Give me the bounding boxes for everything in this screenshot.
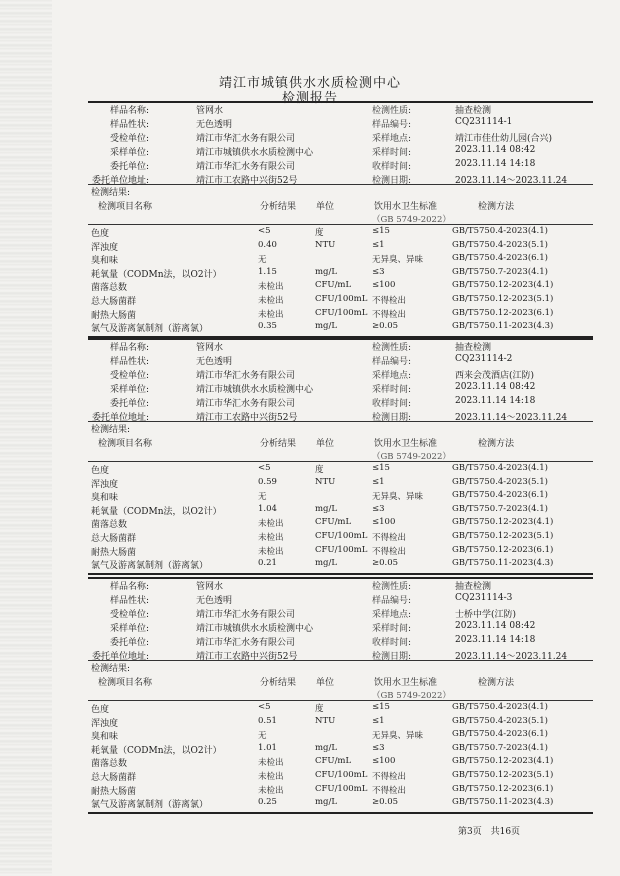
info-value: 管网水 (196, 582, 224, 592)
info-value: 西来会茂酒店(江防) (455, 371, 535, 381)
row-method: GB/T5750.4-2023(6.1) (452, 490, 548, 501)
info-label: 样品名称: (109, 343, 149, 353)
row-method: GB/T5750.11-2023(4.3) (452, 797, 554, 808)
section-bottom-rule (88, 573, 593, 575)
row-item-name: 总大肠菌群 (91, 534, 137, 544)
row-item-name: 浑浊度 (91, 242, 119, 253)
row-method: GB/T5750.4-2023(5.1) (452, 715, 548, 726)
info-value: 抽查检测 (455, 106, 492, 116)
column-header-standard: 饮用水卫生标准 (374, 439, 438, 449)
row-unit: mg/L (315, 742, 338, 753)
info-value: 管网水 (196, 106, 224, 116)
row-unit: mg/L (315, 321, 338, 332)
row-result: 0.35 (258, 321, 277, 332)
row-item-name: 臭和味 (91, 256, 119, 267)
row-method: GB/T5750.12-2023(5.1) (452, 531, 554, 541)
row-item-name: 耗氧量（CODMn法，以O2计） (91, 269, 222, 280)
row-result: 0.51 (258, 715, 277, 726)
row-item-name: 菌落总数 (91, 520, 128, 531)
info-value: 抽查检测 (455, 343, 492, 353)
row-method: GB/T5750.12-2023(6.1) (452, 544, 554, 555)
info-line (0, 354, 620, 368)
row-item-name: 总大肠菌群 (91, 773, 137, 783)
row-method: GB/T5750.4-2023(6.1) (452, 253, 548, 264)
info-label: 检测日期: (372, 176, 412, 186)
info-line (0, 621, 620, 635)
row-standard: 不得检出 (372, 309, 407, 320)
row-item-name: 色度 (91, 466, 110, 476)
info-value: 2023.11.14 08:42 (455, 621, 536, 631)
page-total: 共16页 (490, 827, 521, 837)
row-unit: CFU/100mL (315, 531, 368, 541)
row-result: 未检出 (258, 785, 284, 796)
table-row (0, 517, 620, 530)
row-unit: mg/L (315, 503, 338, 514)
row-standard: ≤15 (372, 226, 390, 236)
row-result: 0.59 (258, 476, 277, 487)
row-result: 未检出 (258, 309, 284, 320)
table-row (0, 770, 620, 783)
info-value: 2023.11.14 08:42 (455, 382, 536, 392)
table-row (0, 797, 620, 810)
info-value: 2023.11.14～2023.11.24 (455, 652, 568, 662)
row-result: 未检出 (258, 519, 284, 530)
row-unit: CFU/100mL (315, 307, 368, 318)
row-unit: mg/L (315, 266, 338, 277)
table-row (0, 463, 620, 476)
info-value: CQ231114-3 (455, 593, 513, 603)
row-result: 无 (258, 492, 267, 503)
info-label: 样品编号: (372, 596, 412, 606)
column-header-unit: 单位 (316, 678, 335, 688)
info-value: CQ231114-1 (455, 117, 513, 127)
table-row (0, 702, 620, 715)
results-label: 检测结果: (91, 188, 131, 198)
row-standard: 不得检出 (372, 546, 407, 557)
info-value: CQ231114-2 (455, 354, 513, 364)
column-header-method: 检测方法 (478, 439, 515, 449)
info-value: 士桥中学(江防) (455, 610, 517, 620)
table-row (0, 477, 620, 490)
info-label: 采样地点: (372, 371, 412, 381)
info-label: 采样时间: (372, 385, 412, 395)
report-subtitle: 检测报告 (281, 91, 338, 106)
column-header-result: 分析结果 (260, 439, 297, 449)
info-value: 无色透明 (196, 596, 233, 606)
info-line (0, 145, 620, 159)
column-header-method: 检测方法 (478, 202, 515, 212)
row-unit: NTU (315, 476, 336, 487)
row-method: GB/T5750.12-2023(6.1) (452, 307, 554, 318)
row-item-name: 氯气及游离氯制剂（游离氯） (91, 561, 209, 572)
row-result: 未检出 (258, 772, 284, 782)
info-value: 靖江市城镇供水水质检测中心 (196, 148, 314, 158)
info-value: 靖江市华汇水务有限公司 (196, 371, 296, 381)
header-bottom-rule (88, 224, 593, 225)
row-result: 1.04 (258, 503, 277, 514)
info-value: 抽查检测 (455, 582, 492, 592)
results-label: 检测结果: (91, 664, 131, 674)
info-label: 采样单位: (109, 148, 149, 158)
row-result: 未检出 (258, 546, 284, 557)
row-method: GB/T5750.12-2023(5.1) (452, 294, 554, 304)
table-row (0, 558, 620, 571)
row-standard: 不得检出 (372, 785, 407, 796)
info-label: 受检单位: (109, 610, 149, 620)
row-item-name: 臭和味 (91, 493, 119, 504)
row-standard: ≥0.05 (372, 321, 399, 332)
info-label: 检测日期: (372, 652, 412, 662)
info-label: 委托单位: (109, 162, 149, 172)
row-result: 无 (258, 731, 267, 742)
column-header-standard-sub: （GB 5749-2022） (372, 691, 451, 701)
table-row (0, 294, 620, 307)
info-label: 检测日期: (372, 413, 412, 423)
table-row (0, 756, 620, 769)
info-value: 2023.11.14 08:42 (455, 145, 536, 155)
table-row (0, 729, 620, 742)
info-label: 检测性质: (372, 582, 412, 592)
table-row (0, 321, 620, 334)
row-standard: ≤100 (372, 517, 396, 528)
row-result: 1.01 (258, 742, 277, 753)
info-label: 采样单位: (109, 624, 149, 634)
row-standard: ≤3 (372, 503, 385, 514)
row-item-name: 总大肠菌群 (91, 297, 137, 307)
row-unit: CFU/100mL (315, 544, 368, 555)
column-header-result: 分析结果 (260, 678, 297, 688)
row-method: GB/T5750.4-2023(4.1) (452, 463, 548, 473)
table-row (0, 280, 620, 293)
row-result: 未检出 (258, 296, 284, 306)
info-label: 样品性状: (109, 120, 149, 130)
row-method: GB/T5750.4-2023(4.1) (452, 226, 548, 236)
row-method: GB/T5750.7-2023(4.1) (452, 266, 548, 277)
info-value: 靖江市华汇水务有限公司 (196, 610, 296, 620)
info-label: 采样单位: (109, 385, 149, 395)
info-value: 管网水 (196, 343, 224, 353)
info-line (0, 368, 620, 382)
info-bottom-rule (88, 421, 593, 422)
row-standard: 不得检出 (372, 296, 407, 306)
row-standard: ≤100 (372, 756, 396, 767)
info-line (0, 340, 620, 354)
column-header-standard: 饮用水卫生标准 (374, 678, 438, 688)
row-item-name: 菌落总数 (91, 759, 128, 770)
table-row (0, 784, 620, 797)
column-header-result: 分析结果 (260, 202, 297, 212)
info-label: 样品编号: (372, 120, 412, 130)
row-standard: ≤1 (372, 239, 385, 250)
table-row (0, 743, 620, 756)
report-title: 靖江市城镇供水水质检测中心 (218, 76, 401, 91)
info-label: 委托单位地址: (91, 413, 149, 423)
row-item-name: 氯气及游离氯制剂（游离氯） (91, 324, 209, 335)
row-result: 未检出 (258, 533, 284, 543)
info-value: 2023.11.14 14:18 (455, 396, 536, 406)
row-standard: 不得检出 (372, 533, 407, 543)
column-header-standard: 饮用水卫生标准 (374, 202, 438, 212)
table-row (0, 267, 620, 280)
info-label: 样品性状: (109, 596, 149, 606)
page-number: 第3页 (458, 827, 482, 837)
row-standard: ≤3 (372, 742, 385, 753)
row-method: GB/T5750.4-2023(6.1) (452, 729, 548, 740)
row-item-name: 色度 (91, 229, 110, 239)
info-line (0, 607, 620, 621)
header-bottom-rule (88, 461, 593, 462)
row-item-name: 耗氧量（CODMn法，以O2计） (91, 745, 222, 756)
row-unit: CFU/100mL (315, 294, 368, 304)
info-value: 2023.11.14 14:18 (455, 635, 536, 645)
info-label: 样品编号: (372, 357, 412, 367)
info-value: 靖江市城镇供水水质检测中心 (196, 624, 314, 634)
table-row (0, 716, 620, 729)
row-unit: 度 (315, 704, 324, 714)
info-value: 靖江市华汇水务有限公司 (196, 399, 296, 409)
info-label: 检测性质: (372, 106, 412, 116)
row-method: GB/T5750.11-2023(4.3) (452, 321, 554, 332)
column-header-unit: 单位 (316, 202, 335, 212)
info-line (0, 396, 620, 410)
row-standard: 不得检出 (372, 772, 407, 782)
row-method: GB/T5750.11-2023(4.3) (452, 558, 554, 569)
row-unit: 度 (315, 465, 324, 475)
table-row (0, 490, 620, 503)
row-method: GB/T5750.12-2023(4.1) (452, 517, 554, 528)
row-standard: 无异臭、异味 (372, 731, 424, 742)
report-section (0, 577, 620, 815)
info-label: 样品名称: (109, 582, 149, 592)
info-value: 无色透明 (196, 357, 233, 367)
row-result: <5 (258, 702, 271, 712)
column-header-item: 检测项目名称 (98, 678, 153, 688)
info-line (0, 579, 620, 593)
info-label: 委托单位地址: (91, 652, 149, 662)
info-value: 靖江市工农路中兴街52号 (196, 652, 298, 662)
info-label: 收样时间: (372, 399, 412, 409)
table-row (0, 504, 620, 517)
table-row (0, 545, 620, 558)
row-unit: CFU/100mL (315, 770, 368, 780)
info-label: 收样时间: (372, 162, 412, 172)
info-label: 受检单位: (109, 371, 149, 381)
results-label: 检测结果: (91, 425, 131, 435)
info-label: 采样时间: (372, 148, 412, 158)
row-result: 1.15 (258, 266, 277, 277)
row-method: GB/T5750.4-2023(5.1) (452, 239, 548, 250)
info-line (0, 159, 620, 173)
row-standard: 无异臭、异味 (372, 255, 424, 266)
info-line (0, 131, 620, 145)
info-value: 靖江市佳仕幼儿园(合兴) (455, 134, 553, 144)
row-item-name: 臭和味 (91, 732, 119, 743)
row-method: GB/T5750.4-2023(5.1) (452, 476, 548, 487)
row-item-name: 耗氧量（CODMn法，以O2计） (91, 506, 222, 517)
row-result: 0.40 (258, 239, 277, 250)
table-row (0, 240, 620, 253)
info-bottom-rule (88, 184, 593, 185)
page-footer (458, 824, 526, 837)
info-label: 采样时间: (372, 624, 412, 634)
info-label: 检测性质: (372, 343, 412, 353)
header-bottom-rule (88, 700, 593, 701)
info-line (0, 382, 620, 396)
row-unit: NTU (315, 715, 336, 726)
row-unit: 度 (315, 228, 324, 238)
info-value: 无色透明 (196, 120, 233, 130)
column-header-method: 检测方法 (478, 678, 515, 688)
row-item-name: 氯气及游离氯制剂（游离氯） (91, 800, 209, 811)
table-row (0, 253, 620, 266)
table-row (0, 531, 620, 544)
row-standard: ≤100 (372, 280, 396, 291)
row-unit: CFU/mL (315, 280, 352, 291)
row-standard: ≤15 (372, 463, 390, 473)
row-standard: ≤3 (372, 266, 385, 277)
row-standard: ≥0.05 (372, 797, 399, 808)
row-unit: mg/L (315, 558, 338, 569)
info-line (0, 635, 620, 649)
table-row (0, 226, 620, 239)
row-standard: 无异臭、异味 (372, 492, 424, 503)
report-section (0, 338, 620, 576)
row-result: 未检出 (258, 758, 284, 769)
info-value: 靖江市工农路中兴街52号 (196, 413, 298, 423)
info-label: 受检单位: (109, 134, 149, 144)
row-method: GB/T5750.12-2023(4.1) (452, 280, 554, 291)
row-method: GB/T5750.7-2023(4.1) (452, 742, 548, 753)
info-line (0, 103, 620, 117)
row-standard: ≤1 (372, 715, 385, 726)
row-standard: ≤15 (372, 702, 390, 712)
row-result: <5 (258, 463, 271, 473)
row-item-name: 浑浊度 (91, 718, 119, 729)
info-value: 2023.11.14 14:18 (455, 159, 536, 169)
row-method: GB/T5750.12-2023(5.1) (452, 770, 554, 780)
row-method: GB/T5750.12-2023(6.1) (452, 783, 554, 794)
section-bottom-rule (88, 812, 593, 814)
row-unit: CFU/mL (315, 756, 352, 767)
row-unit: CFU/100mL (315, 783, 368, 794)
info-label: 采样地点: (372, 134, 412, 144)
column-header-standard-sub: （GB 5749-2022） (372, 215, 451, 225)
row-item-name: 耐热大肠菌 (91, 310, 137, 321)
column-header-item: 检测项目名称 (98, 202, 153, 212)
row-result: 无 (258, 255, 267, 266)
column-header-item: 检测项目名称 (98, 439, 153, 449)
row-unit: mg/L (315, 797, 338, 808)
row-item-name: 耐热大肠菌 (91, 786, 137, 797)
info-value: 2023.11.14～2023.11.24 (455, 413, 568, 423)
row-standard: ≥0.05 (372, 558, 399, 569)
info-value: 靖江市工农路中兴街52号 (196, 176, 298, 186)
row-item-name: 耐热大肠菌 (91, 547, 137, 558)
info-value: 2023.11.14～2023.11.24 (455, 176, 568, 186)
info-value: 靖江市华汇水务有限公司 (196, 162, 296, 172)
info-label: 收样时间: (372, 638, 412, 648)
info-label: 采样地点: (372, 610, 412, 620)
row-method: GB/T5750.4-2023(4.1) (452, 702, 548, 712)
report-section (0, 101, 620, 339)
row-method: GB/T5750.7-2023(4.1) (452, 503, 548, 514)
row-unit: NTU (315, 239, 336, 250)
info-label: 委托单位: (109, 399, 149, 409)
info-label: 委托单位: (109, 638, 149, 648)
info-value: 靖江市城镇供水水质检测中心 (196, 385, 314, 395)
row-result: <5 (258, 226, 271, 236)
column-header-standard-sub: （GB 5749-2022） (372, 452, 451, 462)
column-header-unit: 单位 (316, 439, 335, 449)
info-value: 靖江市华汇水务有限公司 (196, 134, 296, 144)
row-item-name: 菌落总数 (91, 283, 128, 294)
info-label: 委托单位地址: (91, 176, 149, 186)
info-value: 靖江市华汇水务有限公司 (196, 638, 296, 648)
row-item-name: 浑浊度 (91, 479, 119, 490)
row-standard: ≤1 (372, 476, 385, 487)
row-method: GB/T5750.12-2023(4.1) (452, 756, 554, 767)
info-bottom-rule (88, 660, 593, 661)
info-label: 样品名称: (109, 106, 149, 116)
info-line (0, 117, 620, 131)
row-item-name: 色度 (91, 705, 110, 715)
table-row (0, 308, 620, 321)
row-result: 0.25 (258, 797, 277, 808)
row-result: 未检出 (258, 282, 284, 293)
row-unit: CFU/mL (315, 517, 352, 528)
info-line (0, 593, 620, 607)
row-result: 0.21 (258, 558, 277, 569)
info-label: 样品性状: (109, 357, 149, 367)
